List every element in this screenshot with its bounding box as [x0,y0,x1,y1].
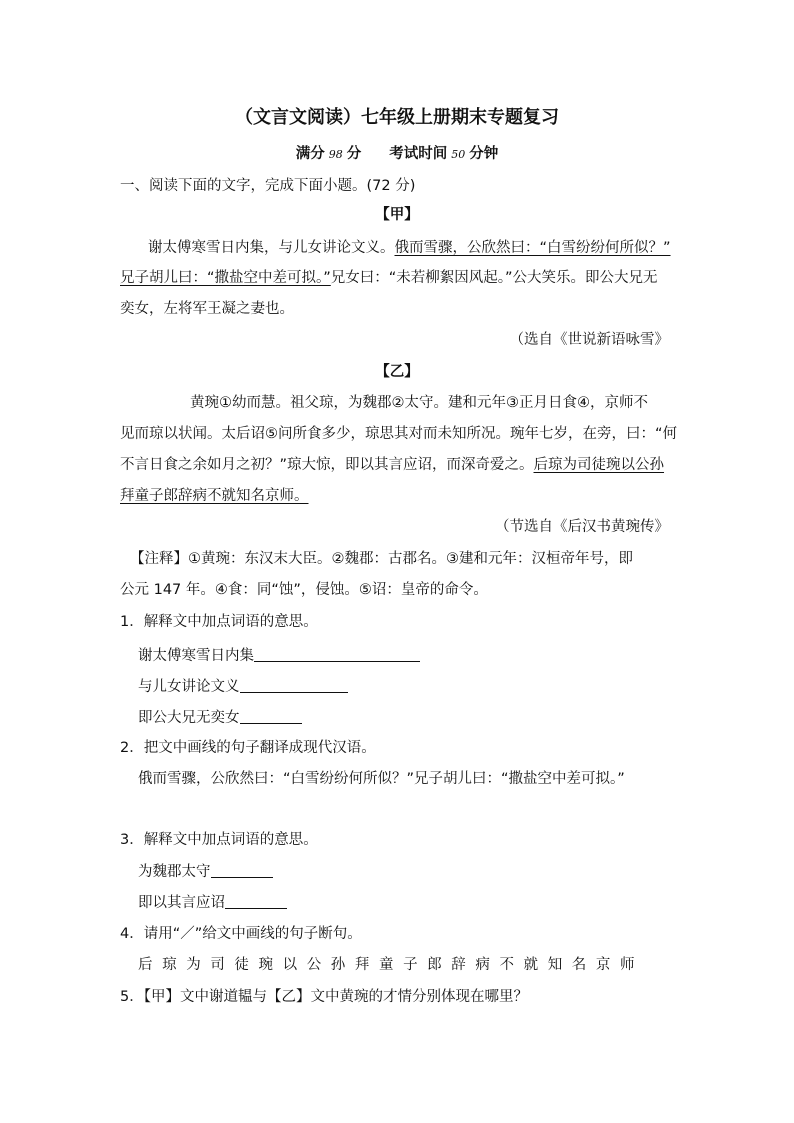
time-value: 50 [451,148,466,161]
answer-blank[interactable] [254,645,420,662]
page-title: （文言文阅读）七年级上册期末专题复习 [235,107,559,128]
section-heading: 一、阅读下面的文字，完成下面小题。(72 分) [120,178,416,194]
score-unit: 分 [346,146,362,162]
passage-yi-label: 【乙】 [375,364,419,380]
q1-item-1: 谢太傅寒雪日内集 [138,645,420,666]
answer-blank[interactable] [211,861,273,878]
question-2: 2．把文中画线的句子翻译成现代汉语。 [120,740,376,756]
passage-yi-line-1: 黄琬①幼而慧。祖父琼，为魏郡②太守。建和元年③正月日食④，京师不 [190,395,648,411]
notes-line-1: 【注释】①黄琬：东汉末大臣。②魏郡：古郡名。③建和元年：汉桓帝年号，即 [130,551,633,567]
full-score-value: 98 [328,148,343,161]
underlined-sentence-yi: 后琼为司徒琬以公孙 [533,457,665,473]
question-5: 5．【甲】文中谢道韫与【乙】文中黄琬的才情分别体现在哪里？ [120,989,528,1005]
passage-yi-line-4 [120,486,309,506]
passage-jia-line-3: 奕女，左将军王凝之妻也。 [120,301,294,317]
underlined-sentence-jia-cont: 兄子胡儿曰：“撒盐空中差可拟。” [120,270,331,286]
passage-jia-line-2: 兄子胡儿曰：“撒盐空中差可拟。”兄女曰：“未若柳絮因风起。”公大笑乐。即公大兄无 [120,270,658,286]
time-label: 考试时间 [389,146,448,162]
time-unit: 分钟 [469,146,499,162]
full-score-label: 满分 [295,146,325,162]
passage-yi-line-2: 见而琼以状闻。太后诏⑤问所食多少，琼思其对而未知所况。琬年七岁，在旁，曰：“何 [120,426,678,442]
q1-item-3: 即公大兄无奕女 [138,707,302,728]
notes-line-2: 公元 147 年。④食：同“蚀”，侵蚀。⑤诏：皇帝的命令。 [120,582,488,598]
q1-item-2: 与儿女讲论文义 [138,676,348,697]
exam-info [0,144,794,165]
underlined-sentence-jia: 俄而雪骤，公欣然曰：“白雪纷纷何所似？” [394,240,671,256]
question-3: 3．解释文中加点词语的意思。 [120,832,318,848]
q3-item-2: 即以其言应诏 [138,892,287,913]
passage-jia-source: （选自《世说新语咏雪》 [509,332,669,348]
q4-sentence: 后琼为司徒琬以公孙拜童子郎辞病不就知名京师 [138,957,645,973]
passage-jia-line-1: 谢太傅寒雪日内集，与儿女讲论文义。俄而雪骤，公欣然曰：“白雪纷纷何所似？” [148,240,671,256]
answer-blank[interactable] [225,892,287,909]
question-4: 4．请用“／”给文中画线的句子断句。 [120,926,362,942]
underlined-sentence-yi-cont: 拜童子郎辞病不就知名京师。 [120,488,309,504]
q3-item-1: 为魏郡太守 [138,861,273,882]
answer-blank[interactable] [240,707,302,724]
passage-jia-label: 【甲】 [375,207,419,223]
passage-yi-source: （节选自《后汉书黄琬传》 [495,519,669,535]
answer-blank[interactable] [240,676,348,693]
question-1: 1．解释文中加点词语的意思。 [120,614,318,630]
passage-yi-line-3: 不言日食之余如月之初？”琼大惊，即以其言应诏，而深奇爱之。后琼为司徒琬以公孙 [120,457,665,473]
q2-sentence: 俄而雪骤，公欣然曰：“白雪纷纷何所似？”兄子胡儿曰：“撒盐空中差可拟。” [138,771,625,787]
